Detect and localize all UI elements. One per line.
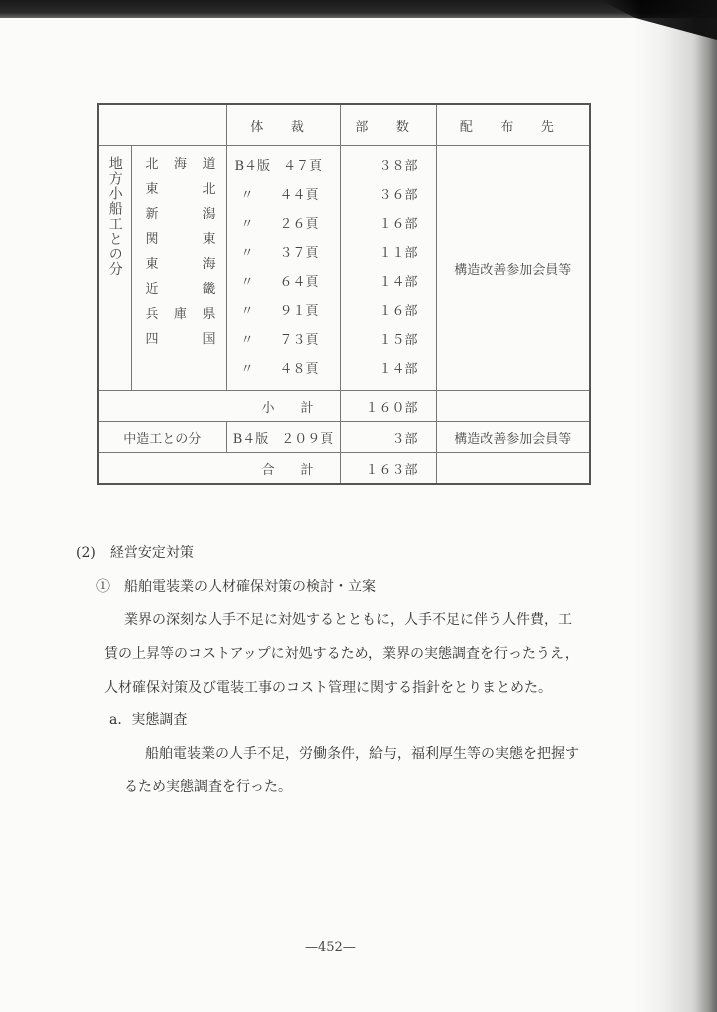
format-value: 〃 ６４頁 (240, 275, 319, 290)
item1-heading: ① 船舶電装業の人材確保対策の検討・立案 (96, 579, 376, 595)
header-blank (98, 104, 226, 146)
total-recipients-blank (436, 453, 590, 485)
subtotal-recipients-blank (436, 391, 590, 422)
format-value: 〃 ３７頁 (240, 246, 319, 261)
copies-value: １６部 (378, 217, 418, 232)
copies-value: ３６部 (378, 188, 418, 203)
chuzo-recipients: 構造改善参加会員等 (436, 422, 590, 453)
scan-right-edge (695, 18, 717, 1012)
chuzo-format: B４版 ２０９頁 (226, 422, 340, 453)
chuzo-copies: ３部 (340, 422, 436, 453)
copies-value: １５部 (378, 333, 418, 348)
para1-line3: 人材確保対策及び電装工事のコスト管理に関する指針をとりまとめた。 (104, 680, 552, 696)
region-name: 新潟 (145, 207, 216, 222)
header-format: 体 裁 (226, 104, 340, 146)
copies-value: １６部 (378, 304, 418, 319)
total-label: 合 計 (98, 453, 340, 485)
para2-line2: るため実態調査を行った。 (124, 779, 292, 795)
subtotal-label: 小 計 (98, 391, 340, 422)
format-value: 〃 ４４頁 (240, 188, 319, 203)
region-name: 兵庫県 (145, 307, 216, 322)
copies-value: １４部 (378, 362, 418, 377)
format-value: 〃 ２６頁 (240, 217, 319, 232)
copies-value: １１部 (378, 246, 418, 261)
para1-line1: 業界の深刻な人手不足に対処するとともに，人手不足に伴う人件費，工 (124, 612, 572, 628)
region-names-cell (131, 146, 226, 391)
chuzo-label: 中造工との分 (98, 422, 226, 453)
region-name: 東海 (145, 257, 216, 272)
region-name: 関東 (145, 232, 216, 247)
format-cell (226, 146, 340, 391)
subtotal-row (98, 391, 590, 422)
region-name: 東北 (145, 182, 216, 197)
format-value: 〃 ７３頁 (240, 333, 319, 348)
subtotal-value: １６０部 (340, 391, 436, 422)
sub-a-heading: a．実態調査 (109, 712, 188, 728)
regional-rows (98, 146, 590, 391)
region-name: 北海道 (145, 157, 216, 172)
distribution-table (97, 103, 591, 485)
page-number: —452— (305, 940, 356, 955)
region-name: 近畿 (145, 282, 216, 297)
copies-cell (340, 146, 436, 391)
header-copies: 部 数 (340, 104, 436, 146)
para2-line1: 船舶電装業の人手不足，労働条件，給与，福利厚生等の実態を把握す (145, 746, 579, 762)
chuzo-row (98, 422, 590, 453)
section-heading: (2) 経営安定対策 (76, 545, 194, 561)
region-recipients: 構造改善参加会員等 (436, 146, 590, 391)
para1-line2: 賃の上昇等のコストアップに対処するため，業界の実態調査を行ったうえ， (104, 646, 579, 662)
format-value: B４版 ４７頁 (234, 159, 323, 174)
format-value: 〃 ４８頁 (240, 362, 319, 377)
copies-value: ３８部 (378, 159, 418, 174)
total-value: １６３部 (340, 453, 436, 485)
total-row (98, 453, 590, 485)
header-recipients: 配 布 先 (436, 104, 590, 146)
table-header-row (98, 104, 590, 146)
region-name: 四国 (145, 332, 216, 347)
format-value: 〃 ９１頁 (240, 304, 319, 319)
copies-value: １４部 (378, 275, 418, 290)
region-group-label: 地方小船工との分 (98, 146, 131, 391)
